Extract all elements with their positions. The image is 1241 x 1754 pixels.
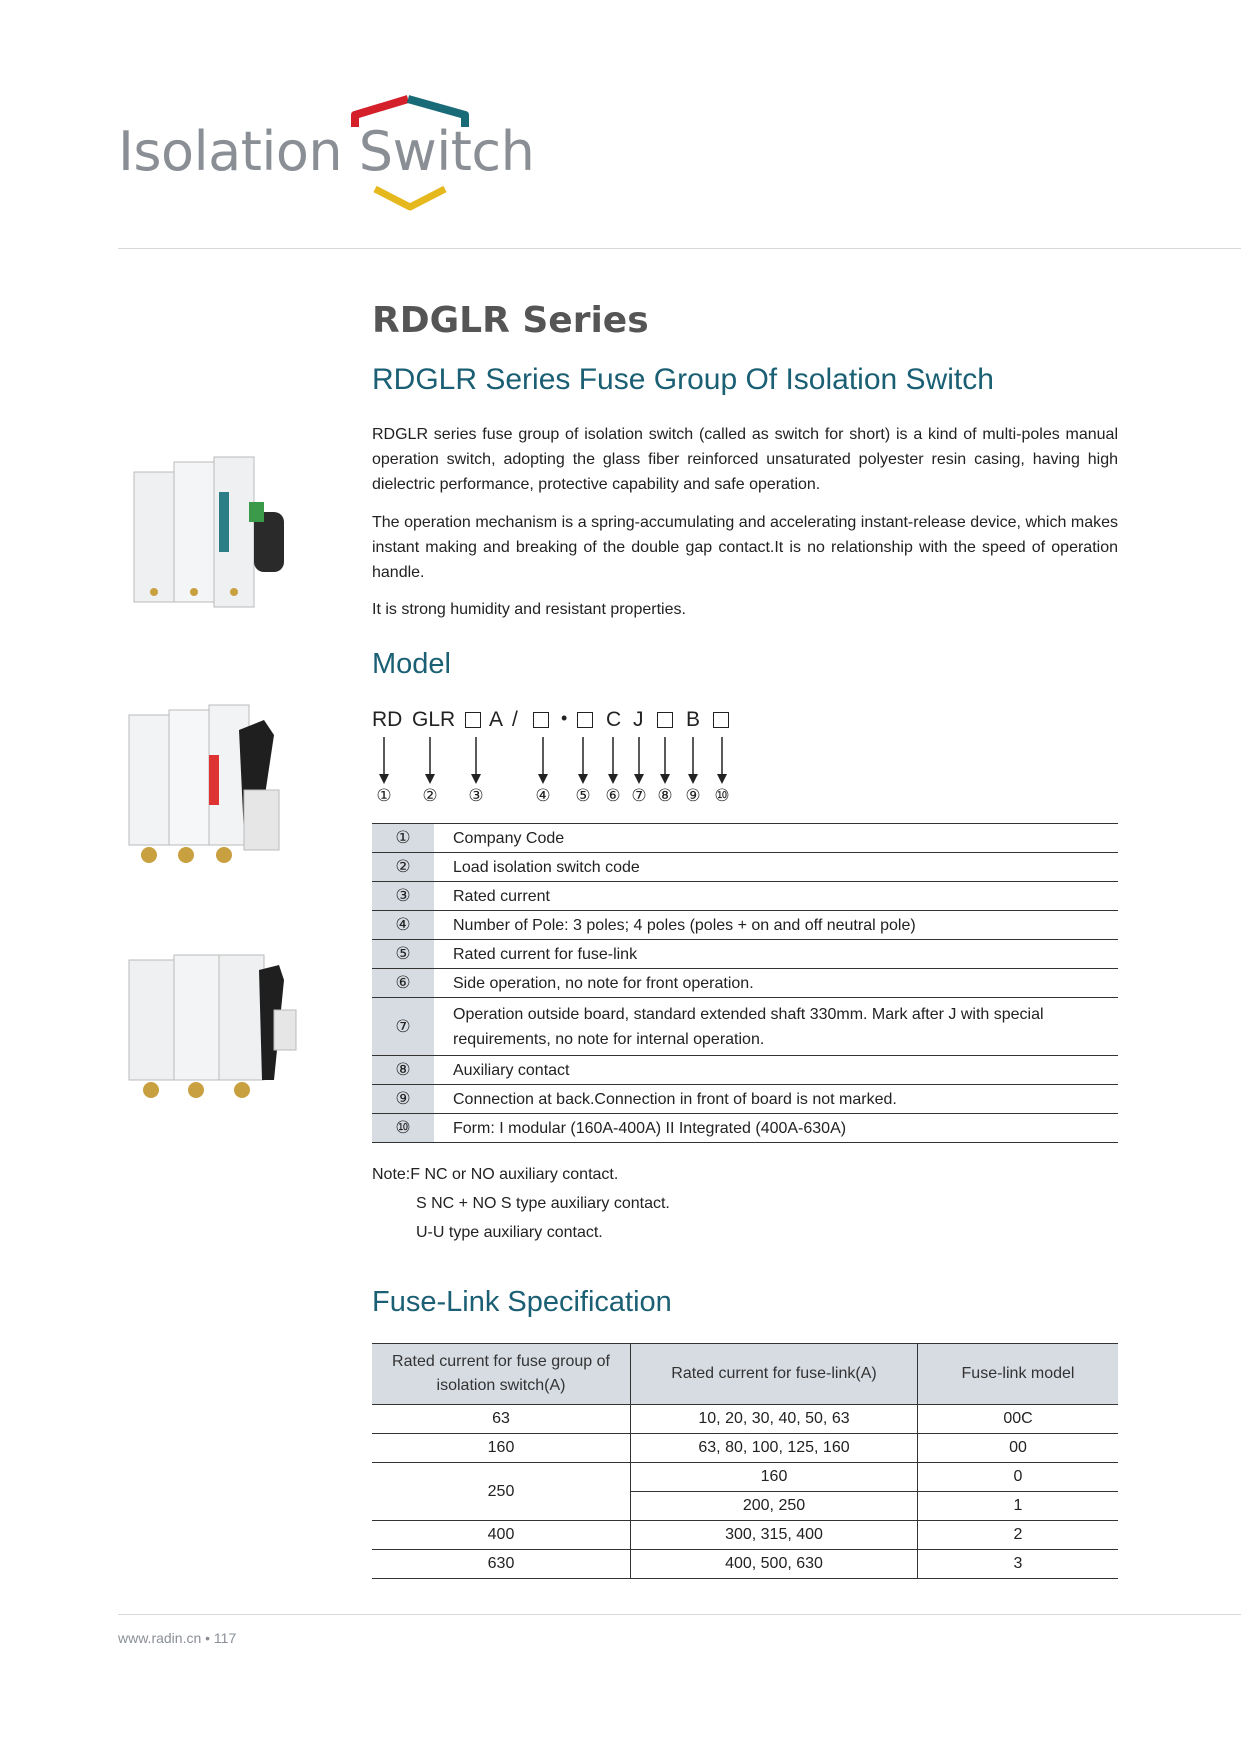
code-box-8 [657,712,673,728]
product-image-3 [124,940,304,1110]
note-line-2: S NC + NO S type auxiliary contact. [416,1195,670,1212]
code-marker-10: ⑩ [714,786,730,805]
code-box-4 [533,712,549,728]
cell-group-current: 630 [372,1550,631,1579]
code-j: J [633,708,644,731]
table-row [372,1463,1118,1492]
footer-divider [118,1614,1241,1615]
row-number: ⑩ [372,1114,434,1143]
code-b: B [686,708,701,731]
table-row [372,940,1118,969]
code-marker-7: ⑦ [631,786,647,805]
product-image-2 [124,695,304,875]
header-link-current: Rated current for fuse-link(A) [631,1344,918,1405]
code-slash: / [512,708,518,731]
row-number: ⑧ [372,1056,434,1085]
code-marker-4: ④ [535,786,551,805]
table-row [372,853,1118,882]
fuse-link-table [372,1343,1118,1579]
row-description: Company Code [434,824,1118,853]
header-link-model: Fuse-link model [918,1344,1119,1405]
intro-paragraph-2: The operation mechanism is a spring-accumulating and accelerating instant-release device, which makes instant making and breaking of the double gap contact.It is no relationship with the speed of operation handle. [372,514,1118,581]
table-row [372,1405,1118,1434]
model-heading: Model [372,648,451,680]
series-title: RDGLR Series [372,300,649,341]
code-marker-8: ⑧ [657,786,673,805]
cell-link-model: 0 [918,1463,1119,1492]
table-row [372,1056,1118,1085]
shield-logo-icon [350,95,470,220]
row-description: Auxiliary contact [434,1056,1118,1085]
code-marker-1: ① [376,786,392,805]
code-a: A [489,708,504,731]
code-rd: RD [372,708,403,731]
row-description: Load isolation switch code [434,853,1118,882]
row-number: ⑤ [372,940,434,969]
code-marker-3: ③ [468,786,484,805]
code-c: C [606,708,622,731]
note-block [372,1160,670,1247]
code-marker-2: ② [422,786,438,805]
page-subtitle: RDGLR Series Fuse Group Of Isolation Switch [372,363,994,396]
table-row [372,882,1118,911]
footer-url-page[interactable]: www.radin.cn • 117 [118,1630,237,1646]
cell-link-current: 10, 20, 30, 40, 50, 63 [631,1405,918,1434]
intro-paragraph-3: It is strong humidity and resistant properties. [372,601,686,618]
cell-link-current: 400, 500, 630 [631,1550,918,1579]
row-description: Rated current [434,882,1118,911]
row-number: ⑥ [372,969,434,998]
table-row [372,1550,1118,1579]
model-code-table [372,823,1118,1143]
code-dot: • [561,708,568,728]
table-row [372,1114,1118,1143]
header-divider [118,248,1241,249]
note-line-3: U-U type auxiliary contact. [416,1224,603,1241]
cell-link-current: 300, 315, 400 [631,1521,918,1550]
code-box-5 [577,712,593,728]
row-number: ② [372,853,434,882]
code-marker-9: ⑨ [685,786,701,805]
cell-group-current: 250 [372,1463,631,1521]
row-description: Form: I modular (160A-400A) II Integrated (400A-630A) [434,1114,1118,1143]
row-number: ③ [372,882,434,911]
table-row [372,824,1118,853]
cell-link-current: 160 [631,1463,918,1492]
code-marker-5: ⑤ [575,786,591,805]
fuse-heading: Fuse-Link Specification [372,1286,672,1318]
row-description: Side operation, no note for front operation. [434,969,1118,998]
code-glr: GLR [412,708,456,731]
row-number: ① [372,824,434,853]
cell-link-model: 00 [918,1434,1119,1463]
table-row [372,969,1118,998]
cell-link-model: 2 [918,1521,1119,1550]
cell-group-current: 63 [372,1405,631,1434]
table-header-row [372,1344,1118,1405]
cell-group-current: 160 [372,1434,631,1463]
code-box-10 [713,712,729,728]
cell-link-model: 00C [918,1405,1119,1434]
row-number: ⑦ [372,998,434,1056]
code-marker-6: ⑥ [605,786,621,805]
row-number: ⑨ [372,1085,434,1114]
table-row [372,998,1118,1056]
cell-link-current: 63, 80, 100, 125, 160 [631,1434,918,1463]
row-description: Rated current for fuse-link [434,940,1118,969]
row-number: ④ [372,911,434,940]
header-group-current: Rated current for fuse group of isolation switch(A) [372,1344,631,1405]
brand-title: Isolation Switch [118,120,535,183]
cell-link-current: 200, 250 [631,1492,918,1521]
row-description: Number of Pole: 3 poles; 4 poles (poles + on and off neutral pole) [434,911,1118,940]
code-box-3 [465,712,481,728]
table-row [372,1434,1118,1463]
intro-paragraph-1: RDGLR series fuse group of isolation switch (called as switch for short) is a kind of multi-poles manual operation switch, adopting the glass fiber reinforced unsaturated polyester resin casing, having high dielectric performance, protective capability and safe operation. [372,426,1118,493]
cell-link-model: 3 [918,1550,1119,1579]
note-line-1: Note:F NC or NO auxiliary contact. [372,1166,619,1183]
table-row [372,1085,1118,1114]
cell-group-current: 400 [372,1521,631,1550]
product-image-1 [124,432,304,632]
table-row [372,911,1118,940]
model-code-arrows [360,732,760,792]
cell-link-model: 1 [918,1492,1119,1521]
row-description: Connection at back.Connection in front of board is not marked. [434,1085,1118,1114]
table-row [372,1521,1118,1550]
row-description: Operation outside board, standard extended shaft 330mm. Mark after J with special requirements, no note for internal operation. [434,998,1118,1056]
